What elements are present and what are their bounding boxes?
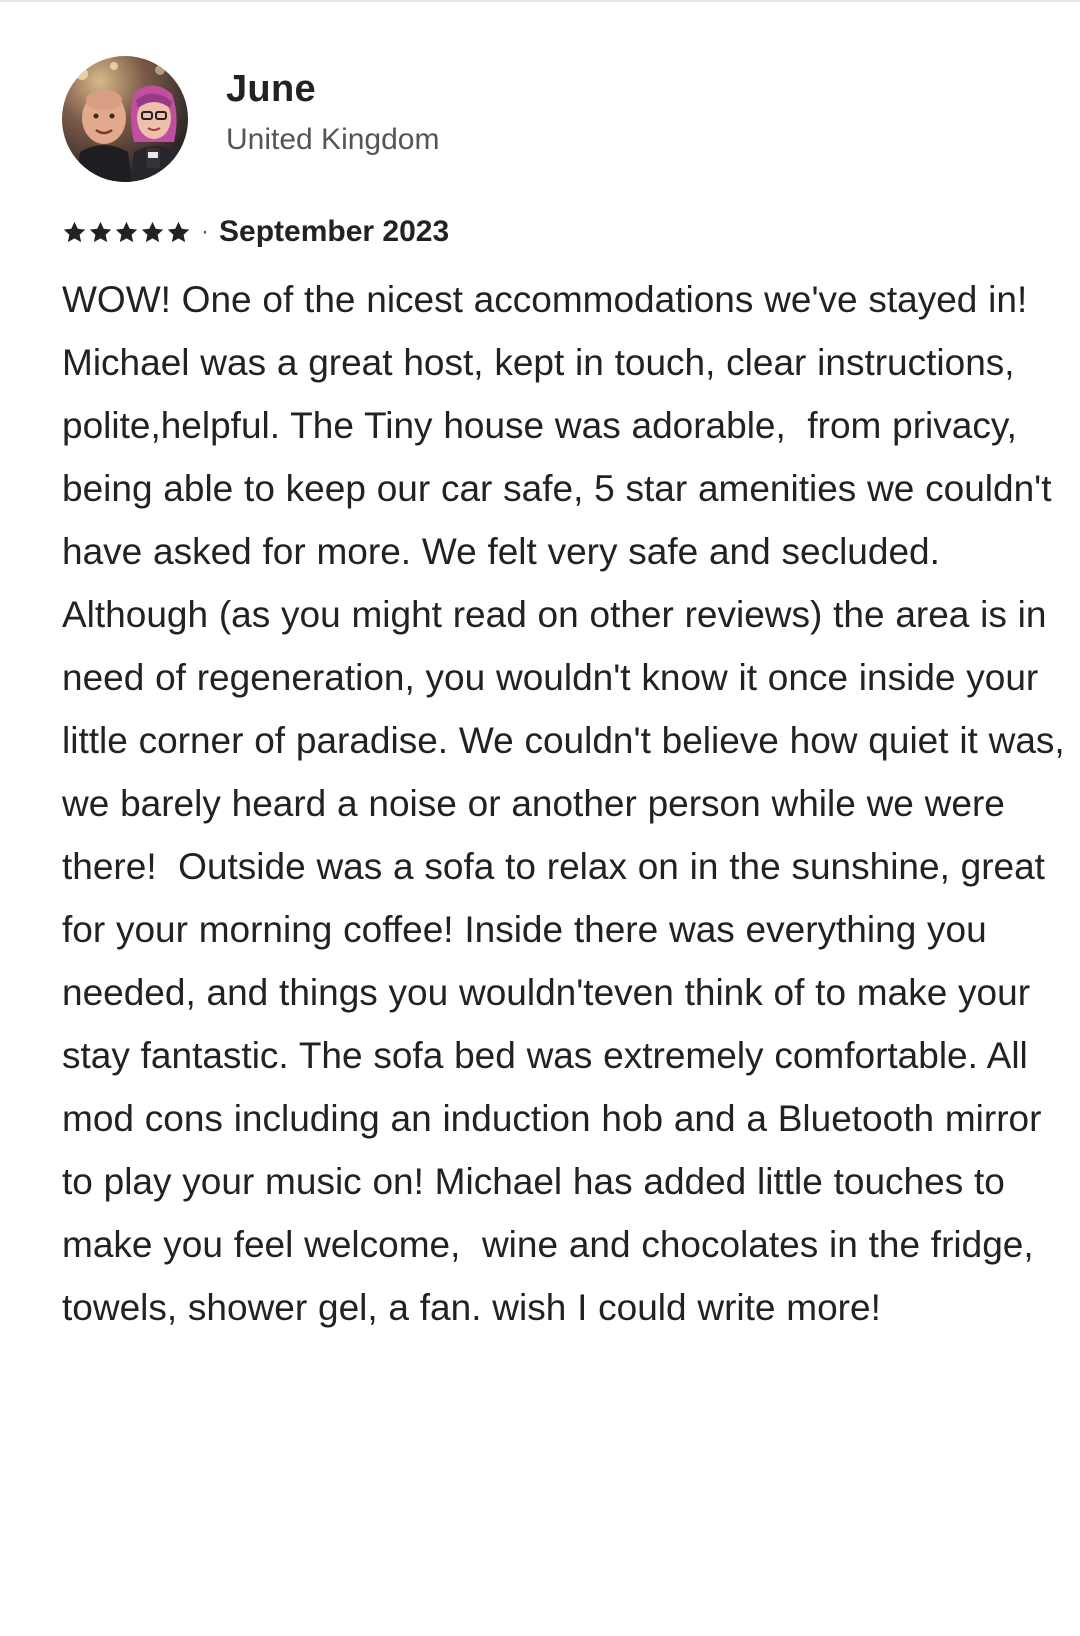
star-icon — [88, 220, 113, 245]
star-icon — [140, 220, 165, 245]
separator-dot: · — [201, 218, 209, 245]
star-rating — [62, 220, 192, 245]
reviewer-info — [226, 66, 439, 160]
star-icon — [62, 220, 87, 245]
star-icon — [166, 220, 191, 245]
rating-row — [62, 212, 449, 252]
reviewer-photo-icon — [62, 56, 188, 182]
reviewer-name[interactable]: June — [226, 68, 316, 110]
avatar[interactable] — [62, 56, 188, 182]
review-date: September 2023 — [219, 215, 450, 248]
reviewer-header — [62, 56, 439, 182]
review-text: WOW! One of the nicest accommodations we've stayed in! Michael was a great host, kept in touch, clear instructions, polite,helpful. The Tiny house was adorable, from privacy, being able to keep our car safe, 5 star amenities we couldn't have asked for more. We felt very safe and secluded. Although (as you might read on other reviews) the area is in need of regeneration, you wouldn't know it once inside your little corner of paradise. We couldn't believe how quiet it was, we barely heard a noise or another person while we were there! Outside was a sofa to relax on in the sunshine, great for your morning coffee! Inside there was everything you needed, and things you wouldn'teven think of to make your stay fantastic. The sofa bed was extremely comfortable. All mod cons including an induction hob and a Bluetooth mirror to play your music on! Michael has added little touches to make you feel welcome, wine and chocolates in the fridge, towels, shower gel, a fan. wish I could write more! — [62, 279, 1076, 1328]
star-icon — [114, 220, 139, 245]
reviewer-location: United Kingdom — [226, 123, 440, 156]
